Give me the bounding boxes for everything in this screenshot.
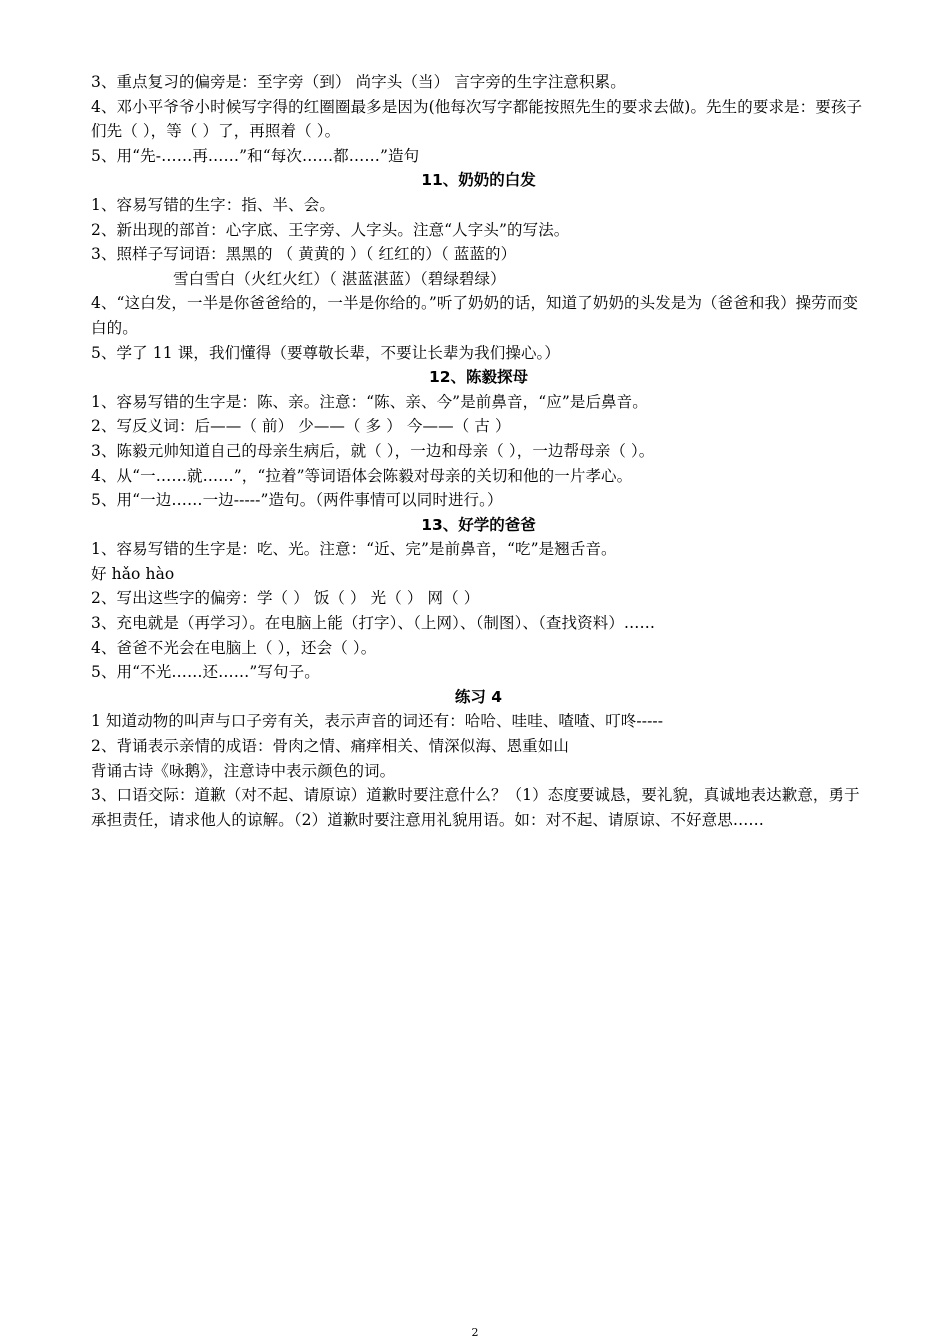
text-line: 5、用“先-……再……”和“每次……都……”造句 [91,146,420,165]
text-line: 3、照样子写词语：黑黑的 （ 黄黄的 ）（ 红红的）（ 蓝蓝的） [91,245,517,264]
text-line: 1、容易写错的生字是：陈、亲。注意：“陈、亲、今”是前鼻音，“应”是后鼻音。 [91,392,648,411]
document-body [91,70,866,832]
text-line: 2、新出现的部首：心字底、王字旁、人字头。注意“人字头”的写法。 [91,220,570,239]
text-paragraph: 4、邓小平爷爷小时候写字得的红圈圈最多是因为(他每次写字都能按照先生的要求去做)。先生的要求是：要孩子们先（ ），等（ ）了，再照着（ ）。 [91,97,863,141]
text-line: 雪白雪白（火红火红）（ 湛蓝湛蓝）（碧绿碧绿） [173,269,506,288]
text-line: 1、容易写错的生字是：吃、光。注意：“近、完”是前鼻音，“吃”是翘舌音。 [91,540,617,559]
text-line: 2、背诵表示亲情的成语：骨肉之情、痛痒相关、情深似海、恩重如山 [91,737,569,756]
text-line: 3、充电就是（再学习）。在电脑上能（打字）、（上网）、（制图）、（查找资料）…… [91,614,656,633]
section-title: 11、奶奶的白发 [421,171,536,190]
text-line: 2、写出这些字的偏旁：学（ ） 饭（ ） 光（ ） 网（ ） [91,589,480,608]
text-line: 4、爸爸不光会在电脑上（ ），还会（ ）。 [91,638,377,657]
text-paragraph: 4、“这白发，一半是你爸爸给的，一半是你给的。”听了奶奶的话，知道了奶奶的头发是为（爸爸和我）操劳而变白的。 [91,294,859,337]
text-line: 背诵古诗《咏鹅》，注意诗中表示颜色的词。 [91,761,396,780]
section-title: 练习 4 [454,687,503,706]
section-title: 12、陈毅探母 [428,368,529,387]
text-line: 1 知道动物的叫声与口子旁有关，表示声音的词还有：哈哈、哇哇、喳喳、叮咚----- [91,712,664,731]
text-line: 5、用“一边……一边-----”造句。（两件事情可以同时进行。） [91,491,503,510]
text-line: 1、容易写错的生字：指、半、会。 [91,195,335,214]
text-line: 5、用“不光……还……”写句子。 [91,663,320,682]
text-line: 4、从“一……就……”，“拉着”等词语体会陈毅对母亲的关切和他的一片孝心。 [91,466,633,485]
section-title: 13、好学的爸爸 [421,515,536,534]
text-paragraph: 3、口语交际：道歉（对不起、请原谅）道歉时要注意什么？（1）态度要诚恳，要礼貌，真诚地表达歉意，勇于承担责任，请求他人的谅解。（2）道歉时要注意用礼貌用语。如：对不起、请原谅、不好意思…… [91,786,860,829]
text-line: 2、写反义词：后——（ 前） 少——（ 多 ） 今——（ 古 ） [91,417,511,436]
page-number: 2 [471,1326,479,1339]
text-line: 好 hǎo hào [91,564,175,583]
text-line: 3、重点复习的偏旁是：至字旁（到） 尚字头（当） 言字旁的生字注意积累。 [91,73,626,91]
text-line: 3、陈毅元帅知道自己的母亲生病后，就（ ），一边和母亲（ ），一边帮母亲（ ）。 [91,441,655,460]
text-line: 5、学了 11 课，我们懂得（要尊敬长辈，不要让长辈为我们操心。） [91,343,560,362]
